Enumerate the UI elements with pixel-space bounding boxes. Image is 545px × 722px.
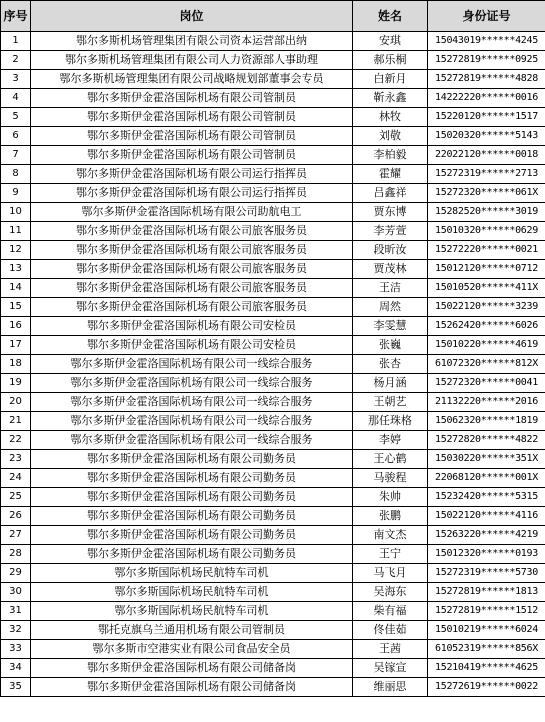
row-id-number: 22068120******001X	[428, 469, 545, 488]
row-number: 34	[1, 659, 31, 678]
row-id-number: 15012120******0712	[428, 260, 545, 279]
row-id-number: 15062320******1819	[428, 412, 545, 431]
row-position: 鄂尔多斯伊金霍洛国际机场有限公司管制员	[31, 89, 353, 108]
table-row	[1, 355, 545, 374]
table-row	[1, 184, 545, 203]
row-id-number: 15272319******2713	[428, 165, 545, 184]
row-number: 13	[1, 260, 31, 279]
table-row	[1, 469, 545, 488]
row-position: 鄂尔多斯伊金霍洛国际机场有限公司储备岗	[31, 659, 353, 678]
row-id-number: 15272319******5730	[428, 564, 545, 583]
row-position: 鄂尔多斯伊金霍洛国际机场有限公司勤务员	[31, 488, 353, 507]
row-id-number: 15022120******4116	[428, 507, 545, 526]
row-position: 鄂尔多斯伊金霍洛国际机场有限公司助航电工	[31, 203, 353, 222]
row-position: 鄂托克旗乌兰通用机场有限公司管制员	[31, 621, 353, 640]
row-position: 鄂尔多斯伊金霍洛国际机场有限公司旅客服务员	[31, 222, 353, 241]
row-position: 鄂尔多斯伊金霍洛国际机场有限公司旅客服务员	[31, 298, 353, 317]
row-id-number: 15210419******4625	[428, 659, 545, 678]
row-number: 2	[1, 51, 31, 70]
row-id-number: 15272819******1813	[428, 583, 545, 602]
row-id-number: 15262420******6026	[428, 317, 545, 336]
row-name: 朱帅	[353, 488, 428, 507]
table-row	[1, 203, 545, 222]
row-position: 鄂尔多斯伊金霍洛国际机场有限公司旅客服务员	[31, 279, 353, 298]
row-number: 16	[1, 317, 31, 336]
table-row	[1, 260, 545, 279]
row-name: 王朝艺	[353, 393, 428, 412]
table-row	[1, 241, 545, 260]
row-position: 鄂尔多斯伊金霍洛国际机场有限公司储备岗	[31, 678, 353, 697]
table-header	[1, 1, 545, 32]
row-position: 鄂尔多斯伊金霍洛国际机场有限公司勤务员	[31, 545, 353, 564]
row-name: 安琪	[353, 32, 428, 51]
row-id-number: 22022120******0018	[428, 146, 545, 165]
row-number: 23	[1, 450, 31, 469]
row-number: 35	[1, 678, 31, 697]
row-id-number: 15282520******3019	[428, 203, 545, 222]
row-position: 鄂尔多斯机场管理集团有限公司战略规划部董事会专员	[31, 70, 353, 89]
row-name: 李雯慧	[353, 317, 428, 336]
table-row	[1, 89, 545, 108]
row-number: 17	[1, 336, 31, 355]
row-position: 鄂尔多斯伊金霍洛国际机场有限公司一线综合服务	[31, 431, 353, 450]
table-row	[1, 298, 545, 317]
table-row	[1, 393, 545, 412]
row-position: 鄂尔多斯机场管理集团有限公司人力资源部人事助理	[31, 51, 353, 70]
row-position: 鄂尔多斯伊金霍洛国际机场有限公司一线综合服务	[31, 355, 353, 374]
row-name: 柴有福	[353, 602, 428, 621]
row-name: 吴海东	[353, 583, 428, 602]
row-number: 29	[1, 564, 31, 583]
row-number: 14	[1, 279, 31, 298]
row-name: 王茜	[353, 640, 428, 659]
table-row	[1, 374, 545, 393]
row-number: 6	[1, 127, 31, 146]
row-name: 李婷	[353, 431, 428, 450]
row-id-number: 15010320******0629	[428, 222, 545, 241]
row-id-number: 15010220******4619	[428, 336, 545, 355]
row-number: 3	[1, 70, 31, 89]
row-position: 鄂尔多斯机场管理集团有限公司资本运营部出纳	[31, 32, 353, 51]
row-position: 鄂尔多斯伊金霍洛国际机场有限公司管制员	[31, 108, 353, 127]
row-id-number: 15220120******1517	[428, 108, 545, 127]
row-position: 鄂尔多斯伊金霍洛国际机场有限公司旅客服务员	[31, 260, 353, 279]
table-body	[1, 32, 545, 697]
header-position: 岗位	[31, 1, 353, 32]
row-position: 鄂尔多斯伊金霍洛国际机场有限公司勤务员	[31, 469, 353, 488]
table-row	[1, 70, 545, 89]
row-position: 鄂尔多斯国际机场民航特车司机	[31, 564, 353, 583]
row-position: 鄂尔多斯伊金霍洛国际机场有限公司勤务员	[31, 450, 353, 469]
row-number: 10	[1, 203, 31, 222]
row-name: 维丽思	[353, 678, 428, 697]
row-name: 贾茂林	[353, 260, 428, 279]
table-row	[1, 602, 545, 621]
row-id-number: 15272819******0925	[428, 51, 545, 70]
row-name: 张鹏	[353, 507, 428, 526]
row-position: 鄂尔多斯伊金霍洛国际机场有限公司管制员	[31, 146, 353, 165]
row-position: 鄂尔多斯伊金霍洛国际机场有限公司运行指挥员	[31, 165, 353, 184]
row-name: 贾东博	[353, 203, 428, 222]
row-id-number: 15272320******0041	[428, 374, 545, 393]
row-name: 杨月涵	[353, 374, 428, 393]
row-position: 鄂尔多斯伊金霍洛国际机场有限公司运行指挥员	[31, 184, 353, 203]
row-id-number: 21132220******2016	[428, 393, 545, 412]
row-name: 马飞月	[353, 564, 428, 583]
row-id-number: 15272820******4822	[428, 431, 545, 450]
row-name: 李柏毅	[353, 146, 428, 165]
row-name: 吴镓宣	[353, 659, 428, 678]
row-id-number: 14222220******0016	[428, 89, 545, 108]
row-name: 郝乐桐	[353, 51, 428, 70]
table-row	[1, 317, 545, 336]
row-id-number: 15232420******5315	[428, 488, 545, 507]
row-id-number: 15263220******4219	[428, 526, 545, 545]
table-row	[1, 545, 545, 564]
row-name: 林牧	[353, 108, 428, 127]
row-name: 白新月	[353, 70, 428, 89]
row-id-number: 15022120******3239	[428, 298, 545, 317]
row-name: 王宁	[353, 545, 428, 564]
row-name: 靳永鑫	[353, 89, 428, 108]
header-row	[1, 1, 545, 32]
row-position: 鄂尔多斯伊金霍洛国际机场有限公司管制员	[31, 127, 353, 146]
row-number: 7	[1, 146, 31, 165]
row-id-number: 15272819******4828	[428, 70, 545, 89]
table-row	[1, 146, 545, 165]
row-position: 鄂尔多斯伊金霍洛国际机场有限公司一线综合服务	[31, 393, 353, 412]
row-name: 王洁	[353, 279, 428, 298]
table-row	[1, 488, 545, 507]
header-id: 身份证号	[428, 1, 545, 32]
row-number: 11	[1, 222, 31, 241]
table-row	[1, 431, 545, 450]
row-name: 李芳萱	[353, 222, 428, 241]
row-id-number: 15272220******0021	[428, 241, 545, 260]
row-number: 22	[1, 431, 31, 450]
table-row	[1, 127, 545, 146]
table-row	[1, 659, 545, 678]
row-position: 鄂尔多斯伊金霍洛国际机场有限公司一线综合服务	[31, 412, 353, 431]
row-id-number: 15010520******411X	[428, 279, 545, 298]
row-number: 32	[1, 621, 31, 640]
row-number: 25	[1, 488, 31, 507]
row-id-number: 15020320******5143	[428, 127, 545, 146]
row-name: 吕鑫祥	[353, 184, 428, 203]
row-name: 刘敬	[353, 127, 428, 146]
row-id-number: 15272619******0022	[428, 678, 545, 697]
table-row	[1, 507, 545, 526]
row-number: 20	[1, 393, 31, 412]
row-name: 王心鹤	[353, 450, 428, 469]
row-id-number: 15010219******6024	[428, 621, 545, 640]
table-row	[1, 108, 545, 127]
row-position: 鄂尔多斯伊金霍洛国际机场有限公司安检员	[31, 336, 353, 355]
table-row	[1, 412, 545, 431]
row-number: 28	[1, 545, 31, 564]
row-name: 南文杰	[353, 526, 428, 545]
table-row	[1, 51, 545, 70]
header-name: 姓名	[353, 1, 428, 32]
row-id-number: 15272320******061X	[428, 184, 545, 203]
row-number: 1	[1, 32, 31, 51]
row-name: 霍耀	[353, 165, 428, 184]
row-number: 33	[1, 640, 31, 659]
table-row	[1, 450, 545, 469]
row-number: 30	[1, 583, 31, 602]
table-row	[1, 336, 545, 355]
row-number: 31	[1, 602, 31, 621]
table-row	[1, 526, 545, 545]
row-position: 鄂尔多斯伊金霍洛国际机场有限公司一线综合服务	[31, 374, 353, 393]
row-name: 马骏程	[353, 469, 428, 488]
row-number: 8	[1, 165, 31, 184]
table-row	[1, 564, 545, 583]
row-id-number: 15043019******4245	[428, 32, 545, 51]
row-position: 鄂尔多斯伊金霍洛国际机场有限公司勤务员	[31, 507, 353, 526]
row-position: 鄂尔多斯市空港实业有限公司食品安全员	[31, 640, 353, 659]
row-name: 那任珠格	[353, 412, 428, 431]
header-no: 序号	[1, 1, 31, 32]
row-number: 27	[1, 526, 31, 545]
row-position: 鄂尔多斯伊金霍洛国际机场有限公司旅客服务员	[31, 241, 353, 260]
row-position: 鄂尔多斯伊金霍洛国际机场有限公司安检员	[31, 317, 353, 336]
row-id-number: 15272819******1512	[428, 602, 545, 621]
table-row	[1, 222, 545, 241]
row-number: 12	[1, 241, 31, 260]
row-number: 15	[1, 298, 31, 317]
row-number: 4	[1, 89, 31, 108]
row-position: 鄂尔多斯国际机场民航特车司机	[31, 602, 353, 621]
row-position: 鄂尔多斯伊金霍洛国际机场有限公司勤务员	[31, 526, 353, 545]
row-name: 段昕汝	[353, 241, 428, 260]
row-number: 5	[1, 108, 31, 127]
row-id-number: 61072320******812X	[428, 355, 545, 374]
row-number: 21	[1, 412, 31, 431]
row-id-number: 15012320******0193	[428, 545, 545, 564]
row-name: 佟佳茹	[353, 621, 428, 640]
table-row	[1, 165, 545, 184]
row-name: 周然	[353, 298, 428, 317]
row-id-number: 61052319******856X	[428, 640, 545, 659]
table-row	[1, 678, 545, 697]
row-number: 24	[1, 469, 31, 488]
row-number: 26	[1, 507, 31, 526]
row-id-number: 15030220******351X	[428, 450, 545, 469]
row-name: 张巍	[353, 336, 428, 355]
table-row	[1, 640, 545, 659]
row-position: 鄂尔多斯国际机场民航特车司机	[31, 583, 353, 602]
row-name: 张杏	[353, 355, 428, 374]
row-number: 9	[1, 184, 31, 203]
row-number: 18	[1, 355, 31, 374]
table-row	[1, 32, 545, 51]
table-row	[1, 621, 545, 640]
table-row	[1, 279, 545, 298]
row-number: 19	[1, 374, 31, 393]
table-row	[1, 583, 545, 602]
